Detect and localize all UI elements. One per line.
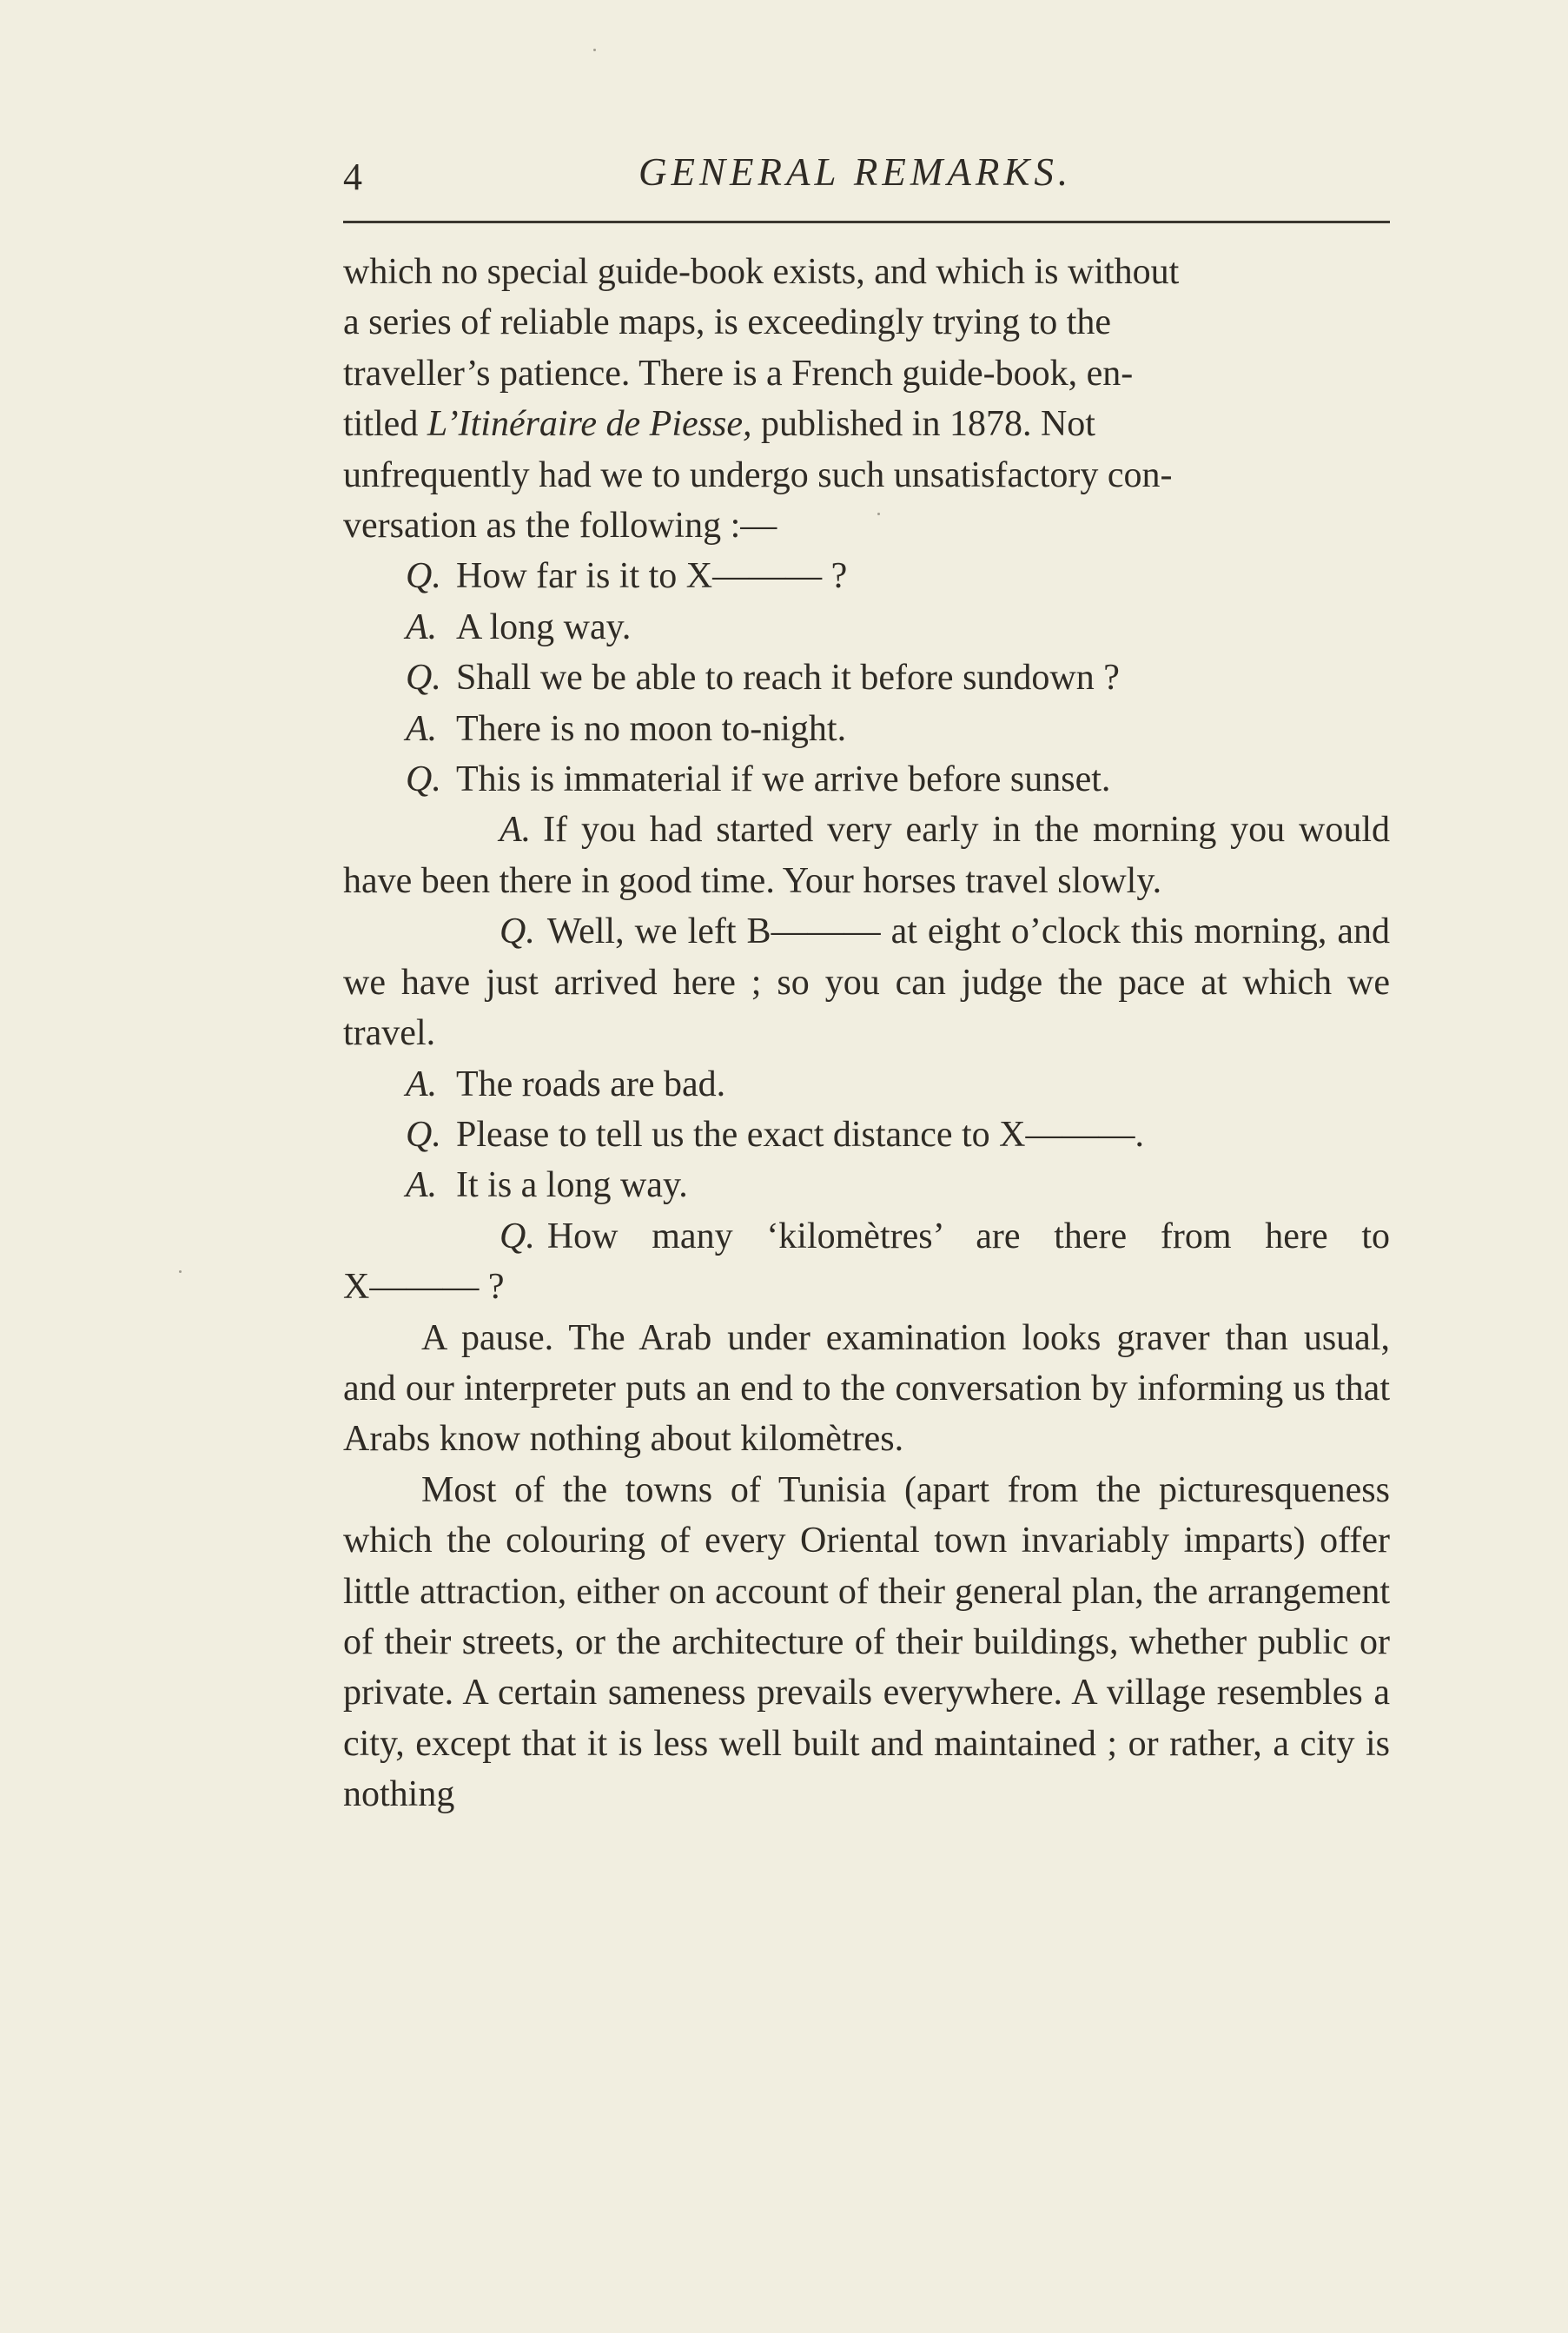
text-line: versation as the following :— xyxy=(343,506,777,547)
speaker-label: A. xyxy=(500,810,532,851)
dialogue-line xyxy=(343,1059,1390,1110)
dialogue-text: Well, we left B——— at eight o’clock this morning, and we have just arrived here ; so you can judge the pace at which we travel. xyxy=(343,911,1390,1054)
paragraph: A pause. The Arab under examination looks graver than usual, and our interpreter puts an end to the conversation by informing us that Arabs know nothing about kilomètres. xyxy=(343,1317,1390,1460)
dialogue-line xyxy=(343,704,1390,754)
speaker-label: Q. xyxy=(406,1114,441,1155)
dialogue-paragraph xyxy=(343,906,1390,1058)
speaker-label: A. xyxy=(406,606,438,647)
body-text xyxy=(343,247,1390,1820)
speaker-label: A. xyxy=(406,708,438,749)
dialogue-text: How far is it to X——— ? xyxy=(456,556,848,597)
dialogue-text: It is a long way. xyxy=(456,1165,688,1206)
speaker-label: A. xyxy=(406,1064,438,1104)
dialogue-text: Shall we be able to reach it before sundown ? xyxy=(456,658,1120,699)
paper-speck xyxy=(179,1270,182,1273)
running-head: GENERAL REMARKS. xyxy=(638,150,1073,194)
dialogue-line xyxy=(343,551,1390,601)
dialogue-paragraph xyxy=(343,1211,1390,1262)
speaker-label: Q. xyxy=(406,556,441,597)
dialogue-text: If you had started very early in the morning you would have been there in good time. Your horses travel slowly. xyxy=(343,810,1390,901)
text-line: unfrequently had we to undergo such unsatisfactory con- xyxy=(343,454,1173,495)
text-line: traveller’s patience. There is a French guide-book, en- xyxy=(343,353,1134,394)
dialogue-line xyxy=(343,602,1390,653)
dialogue-continuation xyxy=(343,1262,1390,1312)
dialogue-line xyxy=(343,1160,1390,1210)
header-rule xyxy=(343,221,1390,223)
speaker-label: Q. xyxy=(406,658,441,699)
dialogue-text: X——— ? xyxy=(343,1267,505,1308)
dialogue-line xyxy=(343,754,1390,805)
speaker-label: Q. xyxy=(500,1216,535,1256)
dialogue-text: There is no moon to-night. xyxy=(456,708,847,749)
text-line: a series of reliable maps, is exceedingly trying to the xyxy=(343,302,1112,343)
speaker-label: A. xyxy=(406,1165,438,1206)
dialogue-text: How many ‘kilomètres’ are there from here to xyxy=(546,1216,1390,1256)
dialogue-text: A long way. xyxy=(456,606,632,647)
speaker-label: Q. xyxy=(500,911,535,952)
dialogue-text: The roads are bad. xyxy=(456,1064,726,1104)
paragraph: Most of the towns of Tunisia (apart from the picturesqueness which the colouring of every Oriental town invariably imparts) offer little attraction, either on account of their general plan, the arrangement of their streets, or the architecture of their buildings, whether public or private. A certain sameness prevails everywhere. A village resembles a city, except that it is less well built and maintained ; or rather, a city is nothing xyxy=(343,1469,1390,1815)
dialogue-text: Please to tell us the exact distance to X———. xyxy=(456,1114,1144,1155)
dialogue-text: This is immaterial if we arrive before sunset. xyxy=(456,759,1111,800)
paper-speck xyxy=(593,49,596,51)
page-number: 4 xyxy=(343,156,362,198)
dialogue-paragraph xyxy=(343,805,1390,906)
paragraph-continued xyxy=(343,247,1390,551)
page-header xyxy=(334,149,1390,202)
text-line: published in 1878. Not xyxy=(751,404,1095,445)
text-line: which no special guide-book exists, and which is without xyxy=(343,252,1180,292)
dialogue-line xyxy=(343,653,1390,703)
text-line: titled xyxy=(343,404,427,445)
book-title: L’Itinéraire de Piesse, xyxy=(427,404,752,445)
dialogue-line xyxy=(343,1110,1390,1160)
speaker-label: Q. xyxy=(406,759,441,800)
